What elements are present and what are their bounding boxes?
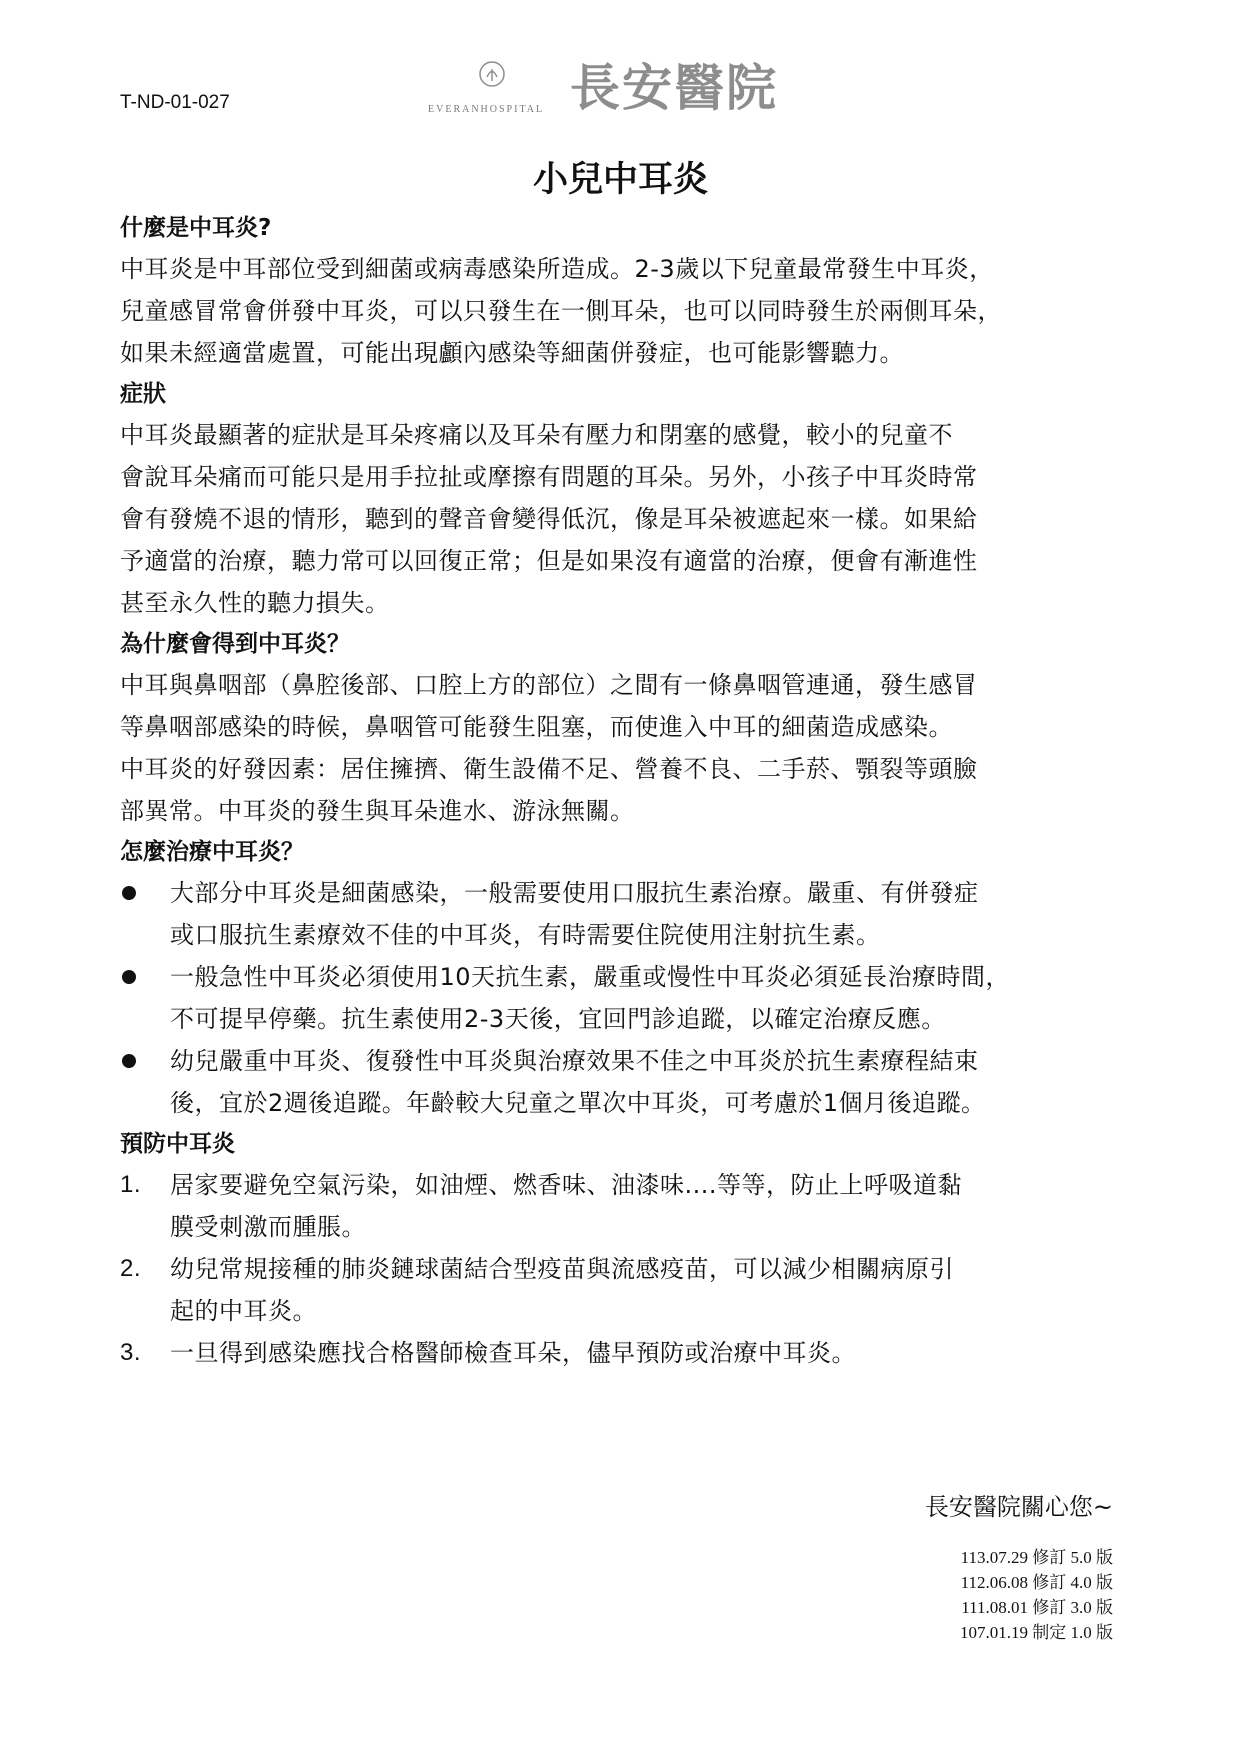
list-item bbox=[120, 872, 1170, 956]
revision-entry: 112.06.08 修訂 4.0 版 bbox=[960, 1573, 1113, 1592]
prevention-list bbox=[120, 1164, 1170, 1374]
revision-entry: 107.01.19 制定 1.0 版 bbox=[960, 1623, 1113, 1642]
section-what-is bbox=[120, 208, 1170, 374]
list-number: 2. bbox=[120, 1255, 142, 1282]
logo-chinese-name: 長安醫院 bbox=[570, 59, 778, 117]
document-body bbox=[120, 208, 1170, 1374]
list-item bbox=[120, 1332, 1170, 1374]
section-paragraph bbox=[120, 414, 1170, 624]
paragraph-line: 中耳炎的好發因素：居住擁擠、衛生設備不足、營養不良、二手菸、顎裂等頭臉 bbox=[120, 755, 978, 783]
revision-entry: 111.08.01 修訂 3.0 版 bbox=[961, 1598, 1113, 1617]
list-item-line: 膜受刺激而腫脹。 bbox=[170, 1213, 366, 1241]
section-heading: 為什麼會得到中耳炎？ bbox=[120, 631, 350, 657]
bullet-dot-icon bbox=[122, 1054, 136, 1068]
list-item-line: 不可提早停藥。抗生素使用2-3天後，宜回門診追蹤，以確定治療反應。 bbox=[170, 1005, 946, 1033]
list-item bbox=[120, 1248, 1170, 1332]
list-number: 1. bbox=[120, 1171, 142, 1198]
list-item-line: 起的中耳炎。 bbox=[170, 1297, 317, 1325]
section-heading: 預防中耳炎 bbox=[120, 1131, 235, 1157]
list-item-line: 幼兒嚴重中耳炎、復發性中耳炎與治療效果不佳之中耳炎於抗生素療程結束 bbox=[170, 1047, 979, 1075]
section-heading: 症狀 bbox=[120, 381, 166, 407]
hospital-emblem-icon bbox=[478, 60, 506, 88]
list-number: 3. bbox=[120, 1339, 142, 1366]
paragraph-line: 中耳與鼻咽部（鼻腔後部、口腔上方的部位）之間有一條鼻咽管連通，發生感冒 bbox=[120, 671, 978, 699]
paragraph-line: 中耳炎最顯著的症狀是耳朵疼痛以及耳朵有壓力和閉塞的感覺，較小的兒童不 bbox=[120, 421, 953, 449]
bullet-dot-icon bbox=[122, 886, 136, 900]
paragraph-line: 等鼻咽部感染的時候，鼻咽管可能發生阻塞，而使進入中耳的細菌造成感染。 bbox=[120, 713, 953, 741]
list-item bbox=[120, 956, 1170, 1040]
section-heading: 什麼是中耳炎? bbox=[120, 215, 272, 241]
section-symptoms bbox=[120, 374, 1170, 624]
paragraph-line: 會有發燒不退的情形，聽到的聲音會變得低沉，像是耳朵被遮起來一樣。如果給 bbox=[120, 505, 978, 533]
closing-message: 長安醫院關心您~ bbox=[924, 1493, 1113, 1521]
paragraph-line: 如果未經適當處置，可能出現顱內感染等細菌併發症，也可能影響聽力。 bbox=[120, 339, 904, 367]
bullet-dot-icon bbox=[122, 970, 136, 984]
list-item-line: 後，宜於2週後追蹤。年齡較大兒童之單次中耳炎，可考慮於1個月後追蹤。 bbox=[170, 1089, 986, 1117]
revision-history bbox=[960, 1545, 1113, 1645]
paragraph-line: 中耳炎是中耳部位受到細菌或病毒感染所造成。2-3歲以下兒童最常發生中耳炎， bbox=[120, 255, 994, 283]
paragraph-line: 甚至永久性的聽力損失。 bbox=[120, 589, 390, 617]
list-item-line: 居家要避免空氣污染，如油煙、燃香味、油漆味....等等，防止上呼吸道黏 bbox=[170, 1171, 963, 1199]
paragraph-line: 予適當的治療，聽力常可以回復正常；但是如果沒有適當的治療，便會有漸進性 bbox=[120, 547, 978, 575]
list-item-line: 大部分中耳炎是細菌感染，一般需要使用口服抗生素治療。嚴重、有併發症 bbox=[170, 879, 979, 907]
section-paragraph bbox=[120, 664, 1170, 832]
section-causes bbox=[120, 624, 1170, 832]
list-item bbox=[120, 1164, 1170, 1248]
list-item-line: 一旦得到感染應找合格醫師檢查耳朵，儘早預防或治療中耳炎。 bbox=[170, 1339, 856, 1367]
section-heading: 怎麼治療中耳炎？ bbox=[120, 839, 304, 865]
list-item-line: 一般急性中耳炎必須使用10天抗生素，嚴重或慢性中耳炎必須延長治療時間， bbox=[170, 963, 1011, 991]
list-item-line: 或口服抗生素療效不佳的中耳炎，有時需要住院使用注射抗生素。 bbox=[170, 921, 881, 949]
list-item bbox=[120, 1040, 1170, 1124]
hospital-logo bbox=[428, 56, 828, 122]
section-prevention bbox=[120, 1124, 1170, 1374]
document-code: T-ND-01-027 bbox=[120, 92, 230, 113]
page-title: 小兒中耳炎 bbox=[532, 160, 708, 200]
section-treatment bbox=[120, 832, 1170, 1124]
section-paragraph bbox=[120, 248, 1170, 374]
treatment-list bbox=[120, 872, 1170, 1124]
logo-english-name: EVERANHOSPITAL bbox=[428, 104, 545, 115]
paragraph-line: 會說耳朵痛而可能只是用手拉扯或摩擦有問題的耳朵。另外，小孩子中耳炎時常 bbox=[120, 463, 978, 491]
list-item-line: 幼兒常規接種的肺炎鏈球菌結合型疫苗與流感疫苗，可以減少相關病原引 bbox=[170, 1255, 954, 1283]
revision-entry: 113.07.29 修訂 5.0 版 bbox=[960, 1548, 1113, 1567]
paragraph-line: 兒童感冒常會併發中耳炎，可以只發生在一側耳朵，也可以同時發生於兩側耳朵， bbox=[120, 297, 1002, 325]
paragraph-line: 部異常。中耳炎的發生與耳朵進水、游泳無關。 bbox=[120, 797, 635, 825]
